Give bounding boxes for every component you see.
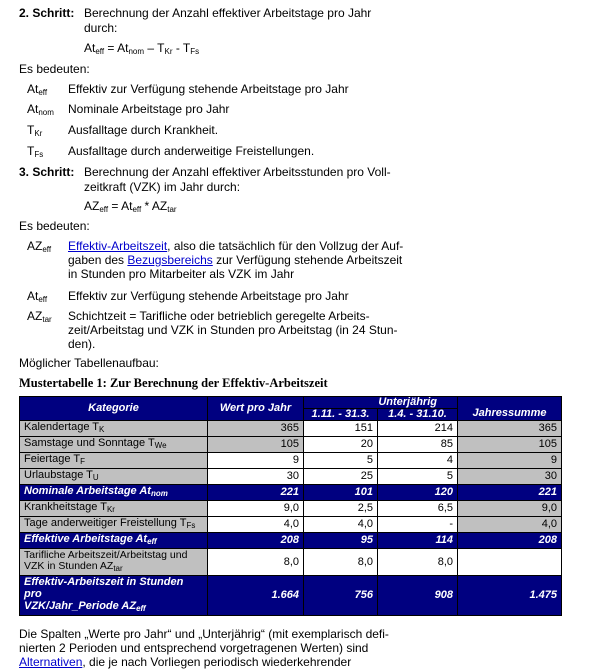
desc-t-kr: Ausfalltage durch Krankheit.	[68, 123, 219, 137]
cell-summe: 1.475	[458, 576, 562, 616]
cell-wert: 9	[208, 453, 304, 469]
cell-wert: 105	[208, 437, 304, 453]
cell-p2: -	[378, 517, 458, 533]
cell-p1: 4,0	[304, 517, 378, 533]
cell-wert: 365	[208, 421, 304, 437]
step3-text-line1: Berechnung der Anzahl effektiver Arbeitsstunden pro Voll-	[84, 165, 391, 179]
table-row	[20, 421, 562, 437]
row-label: Nominale Arbeitstage $At_{nom}$	[20, 485, 208, 501]
cell-wert: 8,0	[208, 549, 304, 576]
cell-p2: 4	[378, 453, 458, 469]
cell-p1: 756	[304, 576, 378, 616]
row-label: Urlaubstage $T_U$	[20, 469, 208, 485]
step2-text-line1: Berechnung der Anzahl effektiver Arbeitstage pro Jahr	[84, 6, 372, 20]
cell-p2: 214	[378, 421, 458, 437]
cell-p1: 151	[304, 421, 378, 437]
table-row-highlight	[20, 485, 562, 501]
cell-wert: 221	[208, 485, 304, 501]
table-row-highlight	[20, 533, 562, 549]
step3-formula: $AZ_{eff} = At_{eff} * AZ_{tar}$	[84, 199, 177, 214]
header-jahressumme: Jahressumme	[458, 397, 562, 421]
row-label: Tarifliche Arbeitszeit/Arbeitstag und VZK in Stunden $AZ_{tar}$	[20, 549, 208, 576]
cell-summe: 105	[458, 437, 562, 453]
cell-p2: 6,5	[378, 501, 458, 517]
step3-text-line2: zeitkraft (VZK) im Jahr durch:	[84, 180, 241, 194]
cell-p1: 2,5	[304, 501, 378, 517]
cell-p1: 5	[304, 453, 378, 469]
sym-t-fs: $T_{Fs}$	[27, 144, 44, 159]
cell-p2: 120	[378, 485, 458, 501]
cell-wert: 9,0	[208, 501, 304, 517]
row-label: Effektive Arbeitstage $At_{eff}$	[20, 533, 208, 549]
header-unterjaehrig: Unterjährig	[304, 397, 458, 409]
bezugsbereich-link[interactable]: Bezugsbereichs	[127, 253, 213, 267]
cell-p2: 8,0	[378, 549, 458, 576]
meaning2-label: Es bedeuten:	[19, 219, 90, 233]
cell-p1: 20	[304, 437, 378, 453]
cell-summe: 9	[458, 453, 562, 469]
cell-p1: 25	[304, 469, 378, 485]
row-label: Feiertage $T_F$	[20, 453, 208, 469]
effektiv-arbeitszeit-link[interactable]: Effektiv-Arbeitszeit	[68, 239, 168, 253]
cell-wert: 1.664	[208, 576, 304, 616]
desc-at-eff-2: Effektiv zur Verfügung stehende Arbeitstage pro Jahr	[68, 289, 349, 303]
possible-layout-label: Möglicher Tabellenaufbau:	[19, 356, 159, 370]
desc-az-tar: Schichtzeit = Tarifliche oder betrieblich geregelte Arbeits- zeit/Arbeitstag und VZK in Stunden pro Arbeitstag (in 24 Stun- den).	[68, 309, 398, 351]
desc-az-eff: Effektiv-Arbeitszeit, also die tatsächlich für den Vollzug der Auf- gaben des Bezugsbereichs zur Verfügung stehende Arbeitszeit in Stunden pro Mitarbeiter als VZK im Jahr	[68, 239, 404, 281]
cell-p2: 85	[378, 437, 458, 453]
cell-p2: 5	[378, 469, 458, 485]
cell-p1: 8,0	[304, 549, 378, 576]
cell-wert: 208	[208, 533, 304, 549]
step2-label: 2. Schritt:	[19, 6, 75, 20]
cell-p2: 114	[378, 533, 458, 549]
step2-formula: $At_{eff} = At_{nom} - T_{Kr} - T_{Fs}$	[84, 41, 200, 56]
cell-summe	[458, 549, 562, 576]
header-wert-pro-jahr: Wert pro Jahr	[208, 397, 304, 421]
cell-p1: 95	[304, 533, 378, 549]
header-period-1: 1.11. - 31.3.	[304, 409, 378, 421]
bottom-paragraph: Die Spalten „Werte pro Jahr“ und „Unterjährig“ (mit exemplarisch defi- nierten 2 Perioden und entsprechend vorgetragenen Werten) sind Alternativen, die je nach Vorliegen periodisch wiederkehrender	[19, 627, 389, 669]
desc-t-fs: Ausfalltage durch anderweitige Freistellungen.	[68, 144, 315, 158]
meaning1-label: Es bedeuten:	[19, 62, 90, 76]
step2-text-line2: durch:	[84, 21, 118, 35]
sym-az-eff: $AZ_{eff}$	[27, 239, 52, 254]
sym-at-nom: $At_{nom}$	[27, 102, 54, 117]
table-row	[20, 501, 562, 517]
cell-summe: 30	[458, 469, 562, 485]
row-label: Kalendertage $T_K$	[20, 421, 208, 437]
step3-label: 3. Schritt:	[19, 165, 75, 179]
alternativen-link[interactable]: Alternativen	[19, 655, 83, 669]
table-title: Mustertabelle 1: Zur Berechnung der Effektiv-Arbeitszeit	[19, 376, 328, 390]
header-period-2: 1.4. - 31.10.	[378, 409, 458, 421]
table-row-final	[20, 576, 562, 616]
cell-p2: 908	[378, 576, 458, 616]
sym-t-kr: $T_{Kr}$	[27, 123, 43, 138]
table-row	[20, 469, 562, 485]
cell-summe: 221	[458, 485, 562, 501]
row-label: Tage anderweitiger Freistellung $T_{Fs}$	[20, 517, 208, 533]
effective-worktime-table	[19, 396, 562, 616]
header-kategorie: Kategorie	[20, 397, 208, 421]
cell-p1: 101	[304, 485, 378, 501]
sym-at-eff: $At_{eff}$	[27, 82, 48, 97]
cell-summe: 365	[458, 421, 562, 437]
row-label: Samstage und Sonntage $T_{We}$	[20, 437, 208, 453]
cell-wert: 4,0	[208, 517, 304, 533]
desc-at-nom: Nominale Arbeitstage pro Jahr	[68, 102, 230, 116]
cell-summe: 9,0	[458, 501, 562, 517]
cell-summe: 208	[458, 533, 562, 549]
sym-az-tar: $AZ_{tar}$	[27, 309, 52, 324]
cell-wert: 30	[208, 469, 304, 485]
table-row	[20, 453, 562, 469]
desc-at-eff: Effektiv zur Verfügung stehende Arbeitstage pro Jahr	[68, 82, 349, 96]
sym-at-eff-2: $At_{eff}$	[27, 289, 48, 304]
row-label: Effektiv-Arbeitszeit in Stunden pro VZK/Jahr_Periode $AZ_{eff}$	[20, 576, 208, 616]
row-label: Krankheitstage $T_{Kr}$	[20, 501, 208, 517]
table-row	[20, 437, 562, 453]
cell-summe: 4,0	[458, 517, 562, 533]
table-row	[20, 517, 562, 533]
table-row-az-tar	[20, 549, 562, 576]
